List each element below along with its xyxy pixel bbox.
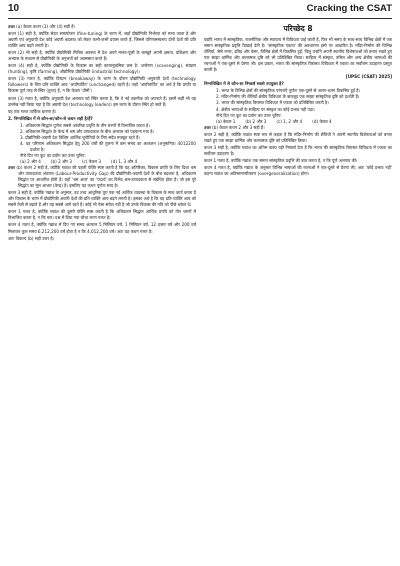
option-a: (a) केवल 1	[216, 118, 236, 124]
question-text: निम्नलिखित में से कौन-सा/कौन-से कथन सही है/हैं?	[13, 115, 93, 121]
exam-source: [UPSC (CSAT) 2025]	[345, 74, 392, 80]
statement: 3. भारत की सांस्कृतिक विरासत विविधता में एकता को प्रतिबिंबित करती है।	[216, 100, 329, 106]
option-d: (d) केवल 4	[312, 118, 332, 124]
answer-1-label: उत्तर	[8, 24, 15, 29]
answer-1-paragraph: कथन (4) सही है, क्योंकि प्रौद्योगिकी के विकास का सही कालानुक्रमिक क्रम है: अन्वेषण (scavenging), संग्रहण (hunting), कृषि (farming), औद्योगिक प्रौद्योगिकी (industrial technology)।	[8, 63, 196, 75]
option-c: (c) 1, 2 और 4	[276, 118, 303, 124]
answer-1-paragraph: कथन (3) गलत है, क्योंकि विघटन (breakaway) के चरण के दौरान प्रौद्योगिकी अनुयायी देशों (technology followers) के लिए प्रति व्यक्ति आय 'अपरिवर्तित' (unchanged) रहती है। जहाँ 'अपरिवर्तित' का अर्थ है कि प्रगति या विकास पूर्ण तरह से स्थिर (तुल्य) है, न कि केवल 'धीमी'।	[8, 76, 196, 94]
answer-paragraph: कथन 2 सही है, क्योंकि गद्यांश स्पष्ट रूप से कहता है कि मंदिर-निर्माण की शैलियों ने अपनी स्थानीय विशेषताओं को बनाए रखते हुए एक साझा धार्मिक और कलात्मक दृष्टि को प्रतिबिंबित किया।	[204, 131, 392, 143]
answer-paragraph: कथन 4 गलत है, क्योंकि गद्यांश के अनुसार विभिन्न भाषाओं की रचनाओं ने एक-दूसरे से प्रेरणा ली; अतः 'कोई प्रभाव नहीं' कहना गद्यांश का अतिसामान्यीकरण (overgeneralization) होगा।	[204, 164, 392, 176]
answer-2-intro	[8, 165, 196, 189]
page-number: 10	[8, 3, 20, 14]
statement: 1. भारत के विभिन्न क्षेत्रों की सांस्कृतिक परंपराएँ पूर्णतः एक-दूसरे से अलग-थलग विकसित हुई हैं।	[216, 88, 360, 94]
answer-2-label: उत्तर	[8, 165, 15, 171]
answer-paragraph: कथन 1 गलत है, क्योंकि गद्यांश एक समान सांस्कृतिक प्रवृत्ति की बात करता है, न कि पूर्ण अलगाव की।	[204, 157, 358, 163]
answer-label: उत्तर	[204, 124, 211, 130]
statement: 4. क्षेत्रीय भाषाओं के साहित्य पर संस्कृत का कोई प्रभाव नहीं पड़ा।	[216, 106, 315, 112]
option-b: (b) 2 और 3	[50, 158, 72, 164]
answer-1-paragraph: कथन (2) भी सही है, क्योंकि प्रौद्योगिकी मिश्रित अवस्था में देश अपने मानव-पूंजी के बलबूते अपनी क्षमता, प्रशिक्षण और अभ्यास के माध्यम से प्रौद्योगिकी के अनुभवों को आत्मसात करते हैं।	[8, 50, 196, 62]
statement: 2. अधिकतम सिद्धांत के केन्द्र में श्रम और उत्पादकता के बीच अंतराल को पहचाना गया है।	[20, 128, 155, 134]
passage-title: परिच्छेद 8	[283, 24, 313, 33]
answer-1-paragraph: कथन (3) गलत है, क्योंकि अनुयायी देश अलगाव को स्थिर करता है, कि वे नई तकनीक को अपनाते हैं। इसमें कहीं भी यह उल्लेख नहीं किया गया है कि अग्रणी देश (technology leaders) इस चरण के दौरान स्थिर हो जाते हैं।	[8, 95, 196, 107]
answer-1-paragraph: यह एक गलत तार्किक धारणा है।	[8, 108, 57, 114]
options-instruction: नीचे दिए गए कूट का प्रयोग कर उत्तर चुनिए:	[20, 152, 86, 158]
header-rule	[8, 18, 392, 19]
right-column	[204, 24, 392, 178]
answer-2-paragraph: अतः विकल्प (b) सही उत्तर है।	[8, 235, 55, 241]
answer-2-paragraph: कथन 1 गलत है, क्योंकि गद्यांश की दूसरी पंक्ति स्पष्ट करती है कि अधिकतम सिद्धांत आर्थिक प्रगति को तीन चरणों में विभाजित करता है, न कि चार। प्रश्न में दिया गया चौथा चरण गलत है।	[8, 209, 196, 221]
statement: 2. मंदिर-निर्माण की शैलियाँ क्षेत्रीय विविधता के बावजूद एक साझा सांस्कृतिक दृष्टि को दर्शाती हैं।	[216, 94, 360, 100]
question-stem: निम्नलिखित में से कौन-सा निष्कर्ष सबसे उपयुक्त है?	[204, 81, 284, 87]
answer-1-paragraph: (a) केवल कथन (3) और (4) सही हैं।	[16, 24, 76, 29]
option-d: (d) 1, 3 और 4	[111, 158, 138, 164]
statement: 3. प्रौद्योगिकी-अग्रणी देश विशिष्ट आर्थिक चुनौतियों के लिए सदैव मजबूत रहते हैं।	[20, 134, 140, 140]
answer-2-paragraph: कथन 3 सही है, क्योंकि गद्यांश के अनुसार, वह तथ्य आधुनिक युग एक नई आर्थिक व्यवस्था के विकास के साथ कार्य करता है और विकास के चरण में प्रौद्योगिकी अग्रणी देशों की प्रति व्यक्ति आय बढ़ने लगती है। इसका अर्थ है कि यह प्रति-व्यक्ति आय को सबसे तेज़ी से बढ़ाते हैं और यह सबसे आगे रहते हैं। कोई भी ऐसा संकेत नहीं है जो उनके विकास की गति को पीछे धकेल दे।	[8, 190, 196, 208]
option-c: (c) केवल 3	[81, 158, 102, 164]
option-a: (a) 2 और 4	[20, 158, 41, 164]
answer-2-paragraph: कथन 4 गलत है, क्योंकि गद्यांश में दिए गए समय अंतराल 5 मिलियन वर्ष, 1 मिलियन वर्ष, 12 हजार वर्ष और 200 वर्ष मिलाकर कुल समय 6,212,200 वर्ष होता है न कि 4,012,200 वर्ष। अतः यह कथन गलत है।	[8, 222, 196, 234]
answer-paragraph: (b) केवल कथन 2 और 3 सही हैं।	[212, 124, 265, 130]
page-header	[8, 3, 392, 17]
options-instruction: नीचे दिए गए कूट का प्रयोग कर उत्तर चुनिए:	[216, 112, 282, 118]
book-title: Cracking the CSAT	[306, 3, 392, 14]
option-b: (b) 2 और 3	[245, 118, 267, 124]
answer-intro	[204, 125, 392, 131]
question-2-stem	[8, 116, 196, 122]
answer-2-paragraph: (b) कथन 2 सही है, क्योंकि गद्यांश की पहली पंक्ति स्पष्ट करती है कि यह अतिरिक्त, विकास प्रगति के लिए दिशा श्रम और उत्पादकता अंतराल (Labour-Productivity Gap) की प्रौद्योगिकी-अग्रणी देशों के बीच बदलता है, अधिकतम सिद्धांत पर आधारित होती है। यहाँ 'श्रम अंतर' का 'पदार्थ' का विभेद श्रम-उत्पादकता से संबंधित होता है। जो इस पूरे सिद्धांत का मूल आधार (केन्द्र) है। इसलिए यह कथन पूर्णतः सत्य है।	[16, 165, 196, 189]
passage-text: यद्यपि भारत में सांस्कृतिक, राजनीतिक और स्थापत्य में विविधता पाई जाती है, फिर भी समय के साथ-साथ विभिन्न क्षेत्रों में एक समान सांस्कृतिक प्रवृत्ति दिखाई देती है। 'सांस्कृतिक एकता' की अवधारणा इसी पर आधारित है। मंदिर-निर्माण की विभिन्न शैलियाँ, जैसे नागर, द्रविड़ और वेसर, विभिन्न क्षेत्रों में विकसित हुईं, किंतु उन्होंने अपनी स्थानीय विशेषताओं को बनाए रखते हुए एक साझा धार्मिक और कलात्मक दृष्टि को भी प्रतिबिंबित किया। साहित्य में संस्कृत, तमिल और अन्य क्षेत्रीय भाषाओं की रचनाओं ने एक-दूसरे से प्रेरणा ली। इस प्रकार, भारत की सांस्कृतिक विरासत विविधता में एकता का सर्वोत्तम उदाहरण प्रस्तुत करती है।	[204, 37, 392, 73]
statement: 4. यह परिणाम अधिकतम सिद्धांत हेतु 200 वर्षों की तुलना में कम समय का आकलन (अनुमानित) 4012200 दर्शाता है।	[20, 140, 196, 152]
statement: 1. अधिकतम सिद्धांत पूर्णतः सबसे आंतरिक प्रवृत्ति के तीन चरणों में विभाजित करता है।	[20, 122, 150, 128]
answer-1-intro	[8, 24, 196, 30]
left-column	[8, 24, 196, 243]
answer-paragraph: कथन 3 सही है, क्योंकि गद्यांश का अंतिम वाक्य यही निष्कर्ष देता है कि भारत की सांस्कृतिक विरासत विविधता में एकता का सर्वोत्तम उदाहरण है।	[204, 144, 392, 156]
question-number: 2.	[8, 115, 13, 121]
answer-1-paragraph: कथन (1) सही है, क्योंकि सेहत समायोजन (fine-tuning) के चरण में, जहाँ प्रौद्योगिकी निर्भरता को माना जाता है और अग्रणी एवं अनुयायी देश कोई अग्रणी बदलाव को लेकर कभी-कभी प्रयास करते हैं, जिससे परिणामस्वरूप दोनों देशों की प्रति व्यक्ति आय बढ़ने लगती है।	[8, 31, 196, 49]
